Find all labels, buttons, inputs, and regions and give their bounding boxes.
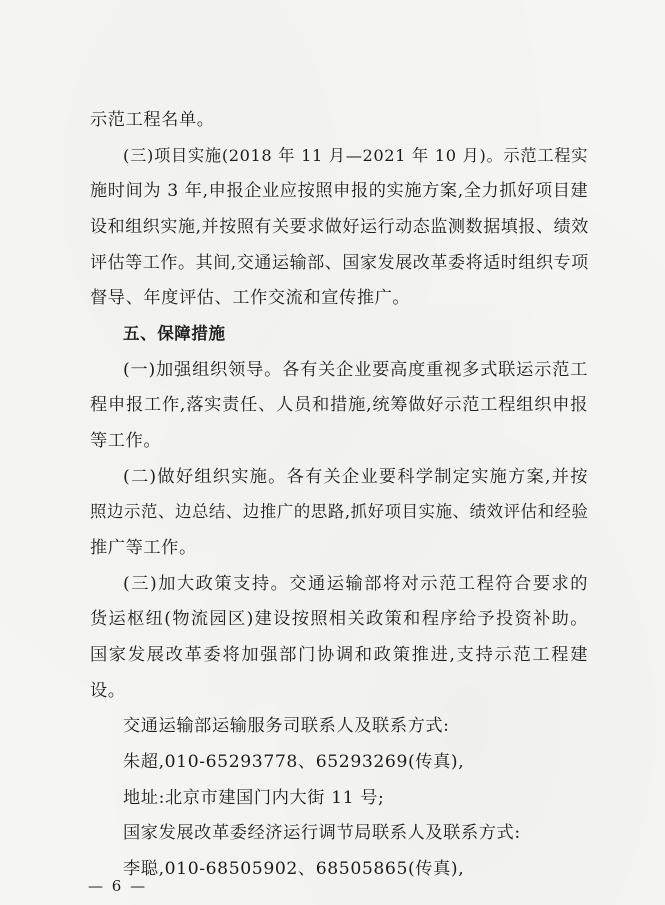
text-line: 评估等工作。其间,交通运输部、国家发展改革委将适时组织专项 (90, 253, 589, 273)
text-line: 施时间为 3 年,申报企业应按照申报的实施方案,全力抓好项目建 (90, 181, 589, 201)
contact-line: 李聪,010-68505902、68505865(传真), (123, 859, 465, 879)
contact-line: 朱超,010-65293778、65293269(传真), (123, 752, 465, 772)
text-line: 照边示范、边总结、边推广的思路,抓好项目实施、绩效评估和经验 (90, 502, 589, 521)
page-number: — 6 — (88, 877, 148, 895)
contact-line: 交通运输部运输服务司联系人及联系方式: (123, 716, 450, 736)
text-line: (三)加大政策支持。交通运输部将对示范工程符合要求的 (123, 574, 588, 594)
text-line: 设。 (90, 681, 126, 701)
text-line: 等工作。 (90, 431, 162, 451)
text-line: 示范工程名单。 (90, 110, 215, 130)
text-line: 国家发展改革委将加强部门协调和政策推进,支持示范工程建 (90, 645, 588, 665)
text-line: (一)加强组织领导。各有关企业要高度重视多式联运示范工 (123, 360, 588, 380)
text-line: 程申报工作,落实责任、人员和措施,统筹做好示范工程组织申报 (90, 395, 588, 415)
contact-line: 地址:北京市建国门内大街 11 号; (123, 788, 385, 808)
section-heading: 五、保障措施 (123, 324, 226, 343)
text-line: 推广等工作。 (90, 538, 197, 558)
text-line: 设和组织实施,并按照有关要求做好运行动态监测数据填报、绩效 (90, 217, 589, 237)
text-line: 货运枢纽(物流园区)建设按照相关政策和程序给予投资补助。 (90, 609, 588, 629)
contact-line: 国家发展改革委经济运行调节局联系人及联系方式: (123, 823, 521, 843)
text-line: (二)做好组织实施。各有关企业要科学制定实施方案,并按 (123, 467, 588, 487)
text-line: (三)项目实施(2018 年 11 月—2021 年 10 月)。示范工程实 (123, 146, 588, 165)
text-line: 督导、年度评估、工作交流和宣传推广。 (90, 288, 411, 308)
